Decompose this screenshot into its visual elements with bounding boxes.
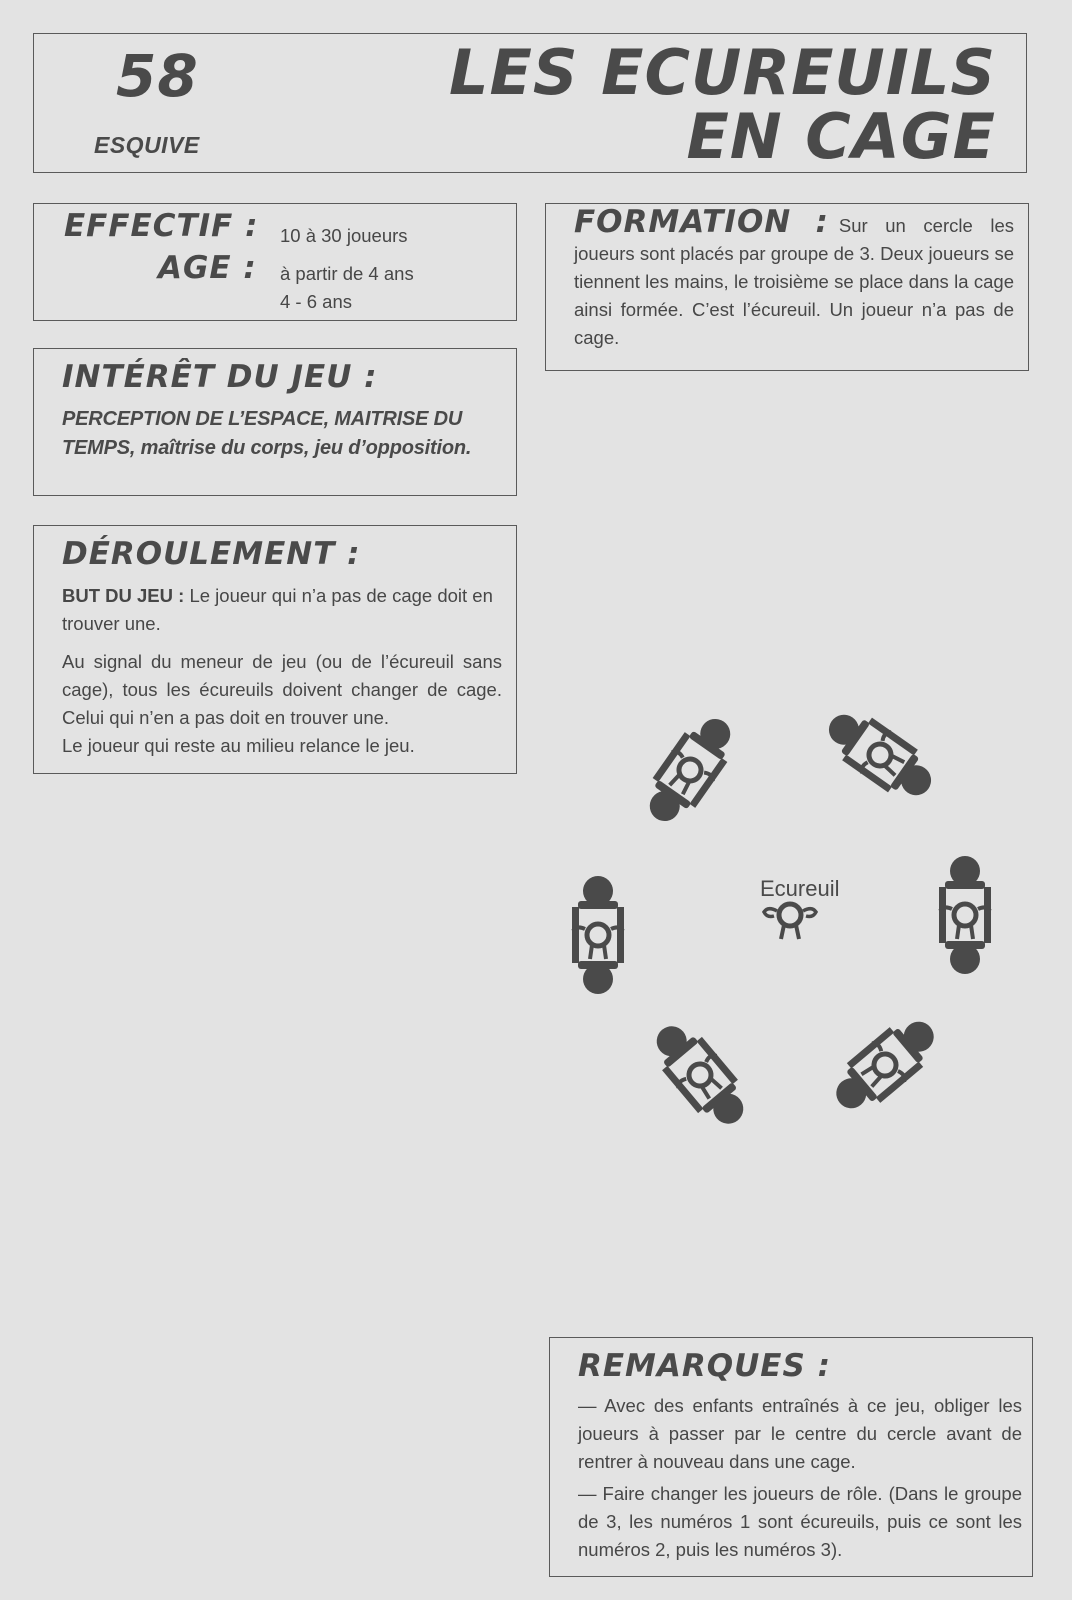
player-group — [642, 1013, 758, 1137]
effectif-label: EFFECTIF : — [64, 208, 259, 244]
page-title-line-2: EN CAGE — [686, 100, 996, 173]
age-label: AGE : — [158, 250, 257, 286]
but-du-jeu-text: Le joueur qui n’a pas de cage doit en trouver une. — [62, 585, 493, 634]
category-label: ESQUIVE — [94, 132, 200, 158]
squirrel-player — [685, 1060, 716, 1091]
page-number: 58 — [116, 42, 199, 110]
interet-text: PERCEPTION DE L’ESPACE, MAITRISE DU TEMPS, maîtrise du corps, jeu d’opposition. — [62, 408, 472, 459]
players-diagram — [540, 700, 1040, 1160]
remarque-item: — Avec des enfants entraînés à ce jeu, obliger les joueurs à passer par le centre du cercle avant de rentrer à nouveau dans une cage. — [578, 1395, 1022, 1472]
player-group — [572, 876, 624, 994]
player-group — [939, 856, 991, 974]
squirrel-player — [675, 755, 706, 786]
relance-paragraph: Le joueur qui reste au milieu relance le jeu. — [62, 735, 415, 756]
squirrel-player — [870, 1050, 901, 1081]
effectif-value: 10 à 30 joueurs — [280, 225, 408, 246]
but-du-jeu-label: BUT DU JEU : — [62, 585, 185, 606]
squirrel-player — [954, 904, 976, 926]
player-group — [823, 1007, 947, 1123]
remarques-heading: REMARQUES : — [578, 1348, 831, 1384]
age-value: à partir de 4 ans — [280, 263, 414, 284]
player-group — [817, 700, 943, 810]
players-circle-illustration — [540, 700, 1040, 1160]
effectif-box — [33, 203, 517, 321]
remarques-box — [549, 1337, 1033, 1577]
formation-box — [545, 203, 1029, 371]
ecureuil-without-cage — [764, 904, 816, 939]
interet-box — [33, 348, 517, 496]
remarque-item: — Faire changer les joueurs de rôle. (Dans le groupe de 3, les numéros 1 sont écureuils, puis ce sont les numéros 2, puis les numéros 3). — [578, 1483, 1022, 1560]
ecureuil-label: Ecureuil — [760, 876, 840, 901]
player-group — [635, 707, 745, 833]
deroulement-box — [33, 525, 517, 774]
header-box — [33, 33, 1027, 173]
formation-heading: FORMATION : — [574, 204, 829, 240]
formation-paragraph — [574, 204, 1014, 352]
but-du-jeu-paragraph — [62, 582, 502, 638]
formation-text: Sur un cercle les joueurs sont placés par groupe de 3. Deux joueurs se tiennent les mains, le troisième se place dans la cage ainsi formée. C’est l’écureuil. Un joueur n’a pas de cage. — [574, 215, 1014, 348]
squirrel-player — [865, 740, 896, 771]
interet-heading: INTÉRÊT DU JEU : — [62, 359, 378, 395]
age-range-value: 4 - 6 ans — [280, 291, 352, 312]
deroulement-heading: DÉROULEMENT : — [62, 536, 361, 572]
signal-paragraph: Au signal du meneur de jeu (ou de l’écureuil sans cage), tous les écureuils doivent changer de cage. Celui qui n’en a pas doit en trouver une. — [62, 651, 502, 728]
squirrel-player — [587, 924, 609, 946]
page-title-line-1: LES ECUREUILS — [449, 36, 996, 109]
